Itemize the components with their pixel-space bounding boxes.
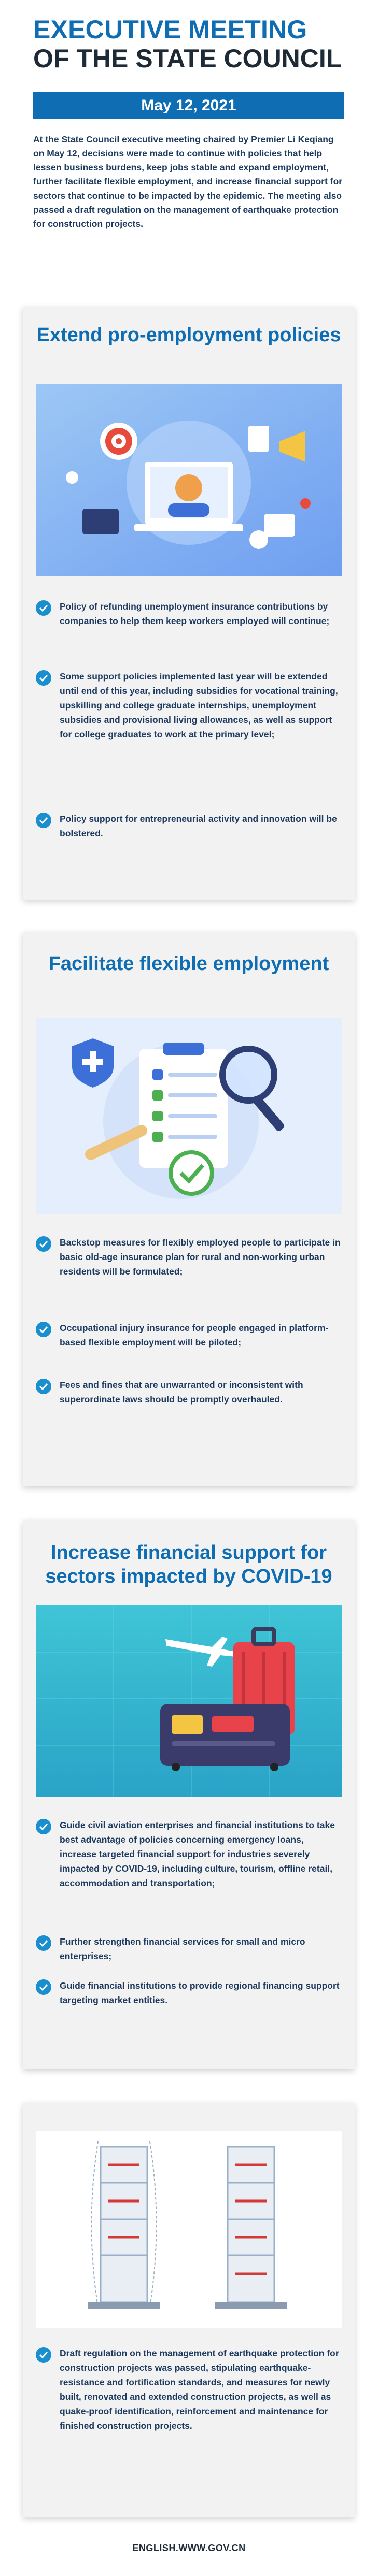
section-card-flexible-employment — [23, 932, 355, 1486]
list-item — [36, 812, 342, 841]
section-heading: Increase financial support for sectors impacted by COVID-19 — [45, 1542, 332, 1588]
item-text: Occupational injury insurance for people engaged in platform-based flexible employment will be piloted; — [60, 1323, 329, 1348]
section-heading: Extend pro-employment policies — [36, 324, 341, 346]
check-circle-icon — [36, 1379, 51, 1394]
item-text: Fees and fines that are unwarranted or inconsistent with superordinate laws should be promptly overhauled. — [60, 1380, 303, 1405]
item-text: Policy of refunding unemployment insurance contributions by companies to help them keep workers employed will continue; — [60, 601, 330, 626]
item-text: Guide civil aviation enterprises and financial institutions to take best advantage of policies concerning emergency loans, increase targeted financial support for industries severely impacted by COVID-19, including culture, tourism, offline retail, accommodation and transportation; — [60, 1820, 335, 1888]
travel-luggage-illustration — [36, 1605, 342, 1797]
check-circle-icon — [36, 2347, 51, 2363]
intro-paragraph: At the State Council executive meeting chaired by Premier Li Keqiang on May 12, decisions were made to continue with policies that help lessen business burdens, keep jobs stable and expand employment, further facilitate flexible employment, and increase financial support for sectors that continue to be impacted by the epidemic. The meeting also passed a draft regulation on the management of earthquake protection for construction projects. — [33, 134, 343, 229]
check-circle-icon — [36, 1322, 51, 1337]
check-circle-icon — [36, 813, 51, 828]
check-circle-icon — [36, 1935, 51, 1951]
list-item — [36, 1235, 342, 1279]
list-item — [36, 1818, 342, 1890]
list-item — [36, 669, 342, 742]
item-text: Some support policies implemented last year will be extended until end of this year, including subsidies for vocational training, upskilling and college graduate internships, unemployment subsidies and provisional living allowances, as well as support for college graduates to work at the primary level; — [60, 671, 338, 740]
list-item — [36, 1378, 342, 1407]
list-item — [36, 1321, 342, 1350]
employment-hiring-illustration — [36, 384, 342, 576]
meeting-date: May 12, 2021 — [141, 97, 236, 114]
item-text: Backstop measures for flexibly employed people to participate in basic old-age insurance plan for rural and non-working urban residents will be formulated; — [60, 1237, 341, 1277]
check-circle-icon — [36, 670, 51, 686]
title-line-2: OF THE STATE COUNCIL — [33, 44, 342, 73]
item-text: Policy support for entrepreneurial activity and innovation will be bolstered. — [60, 814, 337, 838]
check-circle-icon — [36, 1236, 51, 1252]
section-card-earthquake-regulation — [23, 2103, 355, 2517]
check-circle-icon — [36, 1819, 51, 1834]
check-circle-icon — [36, 600, 51, 616]
item-text: Further strengthen financial services for small and micro enterprises; — [60, 1936, 305, 1961]
section-card-financial-support — [23, 1520, 355, 2069]
item-text: Guide financial institutions to provide regional financing support targeting market entities. — [60, 1980, 340, 2005]
item-text: Draft regulation on the management of earthquake protection for construction projects was passed, stipulating earthquake-resistance and fortification standards, and measures for newly built, renovated and extended construction projects, as well as quake-proof identification, reinforcement and maintenance for finished construction projects. — [60, 2348, 339, 2431]
earthquake-resistant-building-illustration — [36, 2131, 342, 2328]
page-title — [33, 17, 365, 71]
section-card-employment — [23, 307, 355, 900]
check-circle-icon — [36, 1979, 51, 1995]
list-item — [36, 599, 342, 628]
date-banner — [33, 92, 344, 119]
title-line-1: EXECUTIVE MEETING — [33, 15, 307, 44]
list-item — [36, 1934, 342, 1963]
list-item — [36, 2346, 342, 2433]
section-heading: Facilitate flexible employment — [48, 953, 329, 975]
site-footer: ENGLISH.WWW.GOV.CN — [132, 2543, 246, 2553]
list-item — [36, 1978, 342, 2007]
insurance-checklist-illustration — [36, 1018, 342, 1214]
